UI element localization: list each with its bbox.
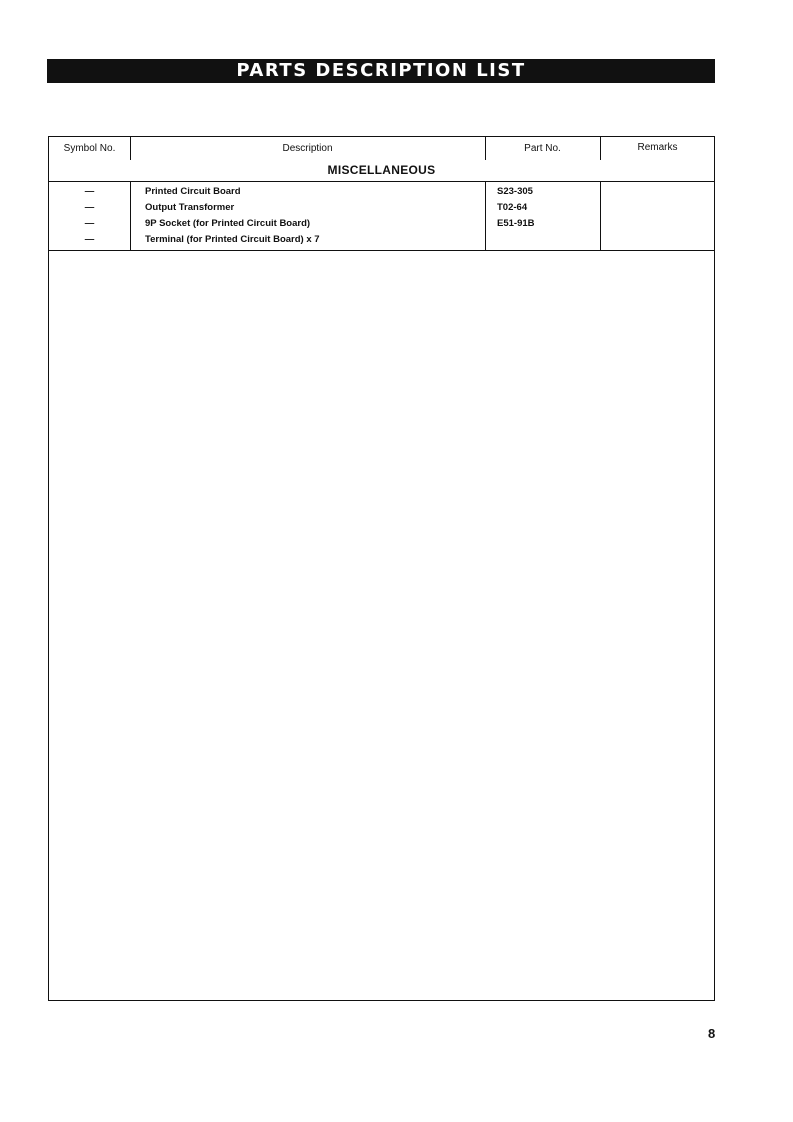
page-number: 8 [708, 1026, 716, 1041]
part-number-cell: S23-305 [497, 186, 533, 197]
section-divider [49, 181, 714, 182]
symbol-cell: — [84, 186, 95, 197]
items-bottom-divider [49, 250, 714, 251]
header-description: Description [282, 143, 333, 154]
parts-table [48, 136, 715, 1001]
header-remarks: Remarks [637, 142, 678, 153]
section-heading: MISCELLANEOUS [49, 160, 714, 181]
symbol-cell: — [84, 202, 95, 213]
symbol-cell: — [84, 218, 95, 229]
part-number-cell: T02-64 [497, 202, 528, 213]
symbol-cell: — [84, 234, 95, 245]
header-symbol: Symbol No. [63, 143, 116, 154]
part-number-cell: E51-91B [497, 218, 535, 229]
table-row [49, 200, 714, 216]
header-part-no: Part No. [524, 143, 561, 154]
table-row [49, 184, 714, 200]
description-cell: Terminal (for Printed Circuit Board) x 7 [145, 234, 320, 245]
page-title: PARTS DESCRIPTION LIST [47, 59, 715, 83]
description-cell: 9P Socket (for Printed Circuit Board) [145, 218, 311, 229]
description-cell: Printed Circuit Board [145, 186, 241, 197]
description-cell: Output Transformer [145, 202, 235, 213]
table-row [49, 232, 714, 248]
table-row [49, 216, 714, 232]
